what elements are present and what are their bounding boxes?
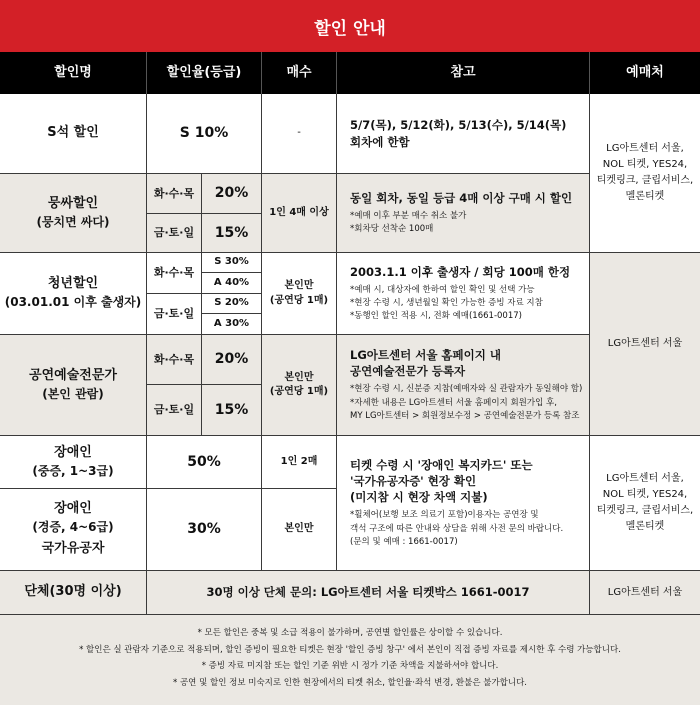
youth-grade-a-weekday [202, 273, 262, 294]
youth-grade-value: S 20% [214, 297, 249, 309]
group-info: 30명 이상 단체 문의: LG아트센터 서울 티켓박스 1661-0017 [206, 585, 530, 600]
bundle-days-weekend [147, 214, 202, 253]
youth-grade-value: A 40% [213, 276, 250, 288]
disabled-ref-cell [337, 436, 590, 571]
bundle-days-weekday-label: 화·수·목 [153, 186, 195, 200]
vendor-cell-top [590, 94, 700, 253]
header-vendor: 예매처 [590, 52, 700, 94]
bundle-subname: (뭉치면 싸다) [36, 214, 110, 229]
youth-ref-main: 2003.1.1 이후 출생자 / 회당 100매 한정 [350, 264, 571, 279]
youth-name: 청년할인 [47, 276, 99, 292]
youth-grade-a-weekend [202, 314, 262, 335]
youth-days-weekday [147, 253, 202, 294]
youth-grade-s-weekend [202, 294, 262, 314]
expert-subname: (본인 관람) [42, 386, 104, 401]
disabled-severe-name: 장애인 [54, 444, 92, 460]
expert-days-weekday [147, 335, 202, 385]
vendor-single: LG아트센터 서울 [607, 586, 683, 598]
s-seat-ref-line: 회차에 한함 [350, 134, 410, 149]
disabled-ref-note: *휠체어(보행 보조 의료기 포함)이용자는 공연장 및 [350, 510, 539, 521]
disabled-mild-subname: (경증, 4~6급) [32, 519, 114, 534]
expert-ref-note: MY LG아트센터 > 회원정보수정 > 공연예술전문가 등록 참조 [350, 410, 580, 421]
expert-name-cell [0, 335, 147, 436]
expert-days-weekend [147, 385, 202, 436]
s-seat-name: S석 할인 [47, 125, 99, 141]
disabled-ref-main: (미지참 시 현장 차액 지불) [350, 490, 488, 505]
expert-ref-main: 공연예술전문가 등록자 [350, 364, 466, 379]
header-reference: 참고 [337, 52, 590, 94]
footnote: * 할인은 실 관람자 기준으로 적용되며, 할인 증빙이 필요한 티켓은 현장 '할인 증빙 창구' 에서 본인이 직접 증빙 자료를 제시한 후 수령 가능합니다. [79, 644, 621, 655]
disabled-mild-rate-cell [147, 489, 262, 571]
youth-ref-cell [337, 253, 590, 335]
expert-name: 공연예술전문가 [29, 367, 117, 383]
youth-count-cell [262, 253, 337, 335]
expert-rate-weekend [202, 385, 262, 436]
disabled-ref-main: '국가유공자증' 현장 확인 [350, 474, 477, 489]
footnote: * 모든 할인은 중복 및 소급 적용이 불가하며, 공연별 할인률은 상이할 수 있습니다. [197, 628, 503, 638]
group-name-cell [0, 571, 147, 615]
youth-grade-value: A 30% [213, 317, 250, 329]
disabled-mild-count: 본인만 [284, 523, 314, 535]
youth-ref-note: *예매 시, 대상자에 한하여 할인 확인 및 선택 가능 [350, 284, 535, 295]
expert-ref-cell [337, 335, 590, 436]
vendor-line: LG아트센터 서울, [606, 143, 684, 154]
expert-days-weekend-label: 금·토·일 [153, 403, 195, 417]
youth-grade-s-weekday [202, 253, 262, 273]
expert-rate-weekend-value: 15% [214, 401, 249, 418]
vendor-line: NOL 티켓, YES24, [602, 489, 688, 500]
disabled-severe-rate: 50% [187, 453, 221, 470]
expert-rate-weekday [202, 335, 262, 385]
vendor-line: LG아트센터 서울, [606, 473, 684, 484]
bundle-ref-note: *회차당 선착순 100매 [350, 224, 434, 235]
youth-subname: (03.01.01 이후 출생자) [4, 295, 142, 310]
discount-table [0, 52, 700, 615]
youth-days-weekend-label: 금·토·일 [153, 307, 195, 321]
vendor-cell-middle [590, 253, 700, 436]
bundle-rate-weekend [202, 214, 262, 253]
bundle-ref-main: 동일 회차, 동일 등급 4매 이상 구매 시 할인 [350, 190, 573, 205]
veteran-name: 국가유공자 [41, 541, 105, 557]
disabled-mild-count-cell [262, 489, 337, 571]
bundle-days-weekend-label: 금·토·일 [153, 226, 195, 240]
vendor-line: 멜론티켓 [625, 521, 665, 532]
disabled-mild-rate: 30% [187, 521, 221, 538]
bundle-count: 1인 4매 이상 [269, 206, 329, 218]
bundle-rate-weekend-value: 15% [214, 224, 249, 241]
header-ticket-count: 매수 [262, 52, 337, 94]
expert-ref-main: LG아트센터 서울 홈페이지 내 [350, 348, 501, 363]
vendor-line: NOL 티켓, YES24, [602, 159, 688, 170]
disabled-ref-note: 객석 구조에 따른 안내와 상담을 위해 사전 문의 바랍니다. [350, 523, 564, 534]
group-name: 단체(30명 이상) [24, 584, 122, 600]
expert-rate-weekday-value: 20% [214, 351, 249, 368]
footnotes [0, 625, 700, 691]
bundle-rate-weekday [202, 174, 262, 214]
s-seat-count-cell [262, 94, 337, 174]
vendor-line: 티켓링크, 클립서비스, [596, 175, 694, 186]
bundle-ref-note: *예매 이후 부분 매수 취소 불가 [350, 210, 467, 221]
s-seat-ref-line: 5/7(목), 5/12(화), 5/13(수), 5/14(목) [350, 118, 567, 133]
s-seat-ref-cell [337, 94, 590, 174]
disabled-ref-main: 티켓 수령 시 '장애인 복지카드' 또는 [350, 458, 533, 473]
vendor-cell-bottom [590, 436, 700, 571]
header-discount-rate: 할인율(등급) [147, 52, 262, 94]
youth-count-line: (공연당 1매) [269, 294, 329, 306]
expert-ref-note: *자세한 내용은 LG아트센터 서울 홈페이지 회원가입 후, [350, 397, 557, 408]
disabled-ref-note: (문의 및 예매 : 1661-0017) [350, 536, 458, 547]
disabled-severe-count: 1인 2매 [280, 455, 318, 467]
expert-ref-note: *현장 수령 시, 신분증 지참(예매자와 실 관람자가 동일해야 함) [350, 384, 583, 395]
bundle-name-cell [0, 174, 147, 253]
expert-days-weekday-label: 화·수·목 [153, 352, 195, 366]
s-seat-rate-cell [147, 94, 262, 174]
bundle-count-cell [262, 174, 337, 253]
s-seat-rate: S 10% [179, 125, 229, 142]
disabled-mild-name-cell [0, 489, 147, 571]
bundle-name: 뭉싸할인 [47, 195, 99, 211]
youth-days-weekend [147, 294, 202, 335]
vendor-cell-group [590, 571, 700, 615]
expert-count-line: (공연당 1매) [269, 386, 329, 397]
disabled-severe-count-cell [262, 436, 337, 489]
vendor-line: 티켓링크, 클립서비스, [596, 505, 694, 516]
youth-days-weekday-label: 화·수·목 [153, 266, 195, 280]
footnote: * 공연 및 할인 정보 미숙지로 인한 현장에서의 티켓 취소, 할인율·좌석 변경, 환불은 불가합니다. [173, 677, 527, 688]
expert-count-line: 본인만 [284, 371, 314, 383]
bundle-days-weekday [147, 174, 202, 214]
disabled-severe-subname: (중증, 1~3급) [32, 463, 114, 478]
header-discount-name: 할인명 [0, 52, 147, 94]
footnote: * 증빙 자료 미지참 또는 할인 기준 위반 시 정가 기준 차액을 지불하셔야 합니다. [201, 661, 499, 672]
youth-ref-note: *동행인 할인 적용 시, 전화 예매(1661-0017) [350, 311, 522, 322]
vendor-line: 멜론티켓 [625, 191, 665, 202]
bundle-rate-weekday-value: 20% [214, 185, 249, 202]
youth-count-line: 본인만 [284, 280, 314, 291]
group-info-cell [147, 571, 590, 615]
youth-grade-value: S 30% [214, 256, 249, 268]
s-seat-name-cell [0, 94, 147, 174]
youth-ref-note: *현장 수령 시, 생년월일 확인 가능한 증빙 자료 지참 [350, 297, 543, 308]
disabled-mild-name: 장애인 [54, 500, 92, 516]
youth-name-cell [0, 253, 147, 335]
bundle-ref-cell [337, 174, 590, 253]
disabled-severe-name-cell [0, 436, 147, 489]
vendor-single: LG아트센터 서울 [607, 338, 683, 349]
disabled-severe-rate-cell [147, 436, 262, 489]
page-title: 할인 안내 [0, 0, 700, 52]
s-seat-count: - [297, 127, 301, 139]
expert-count-cell [262, 335, 337, 436]
